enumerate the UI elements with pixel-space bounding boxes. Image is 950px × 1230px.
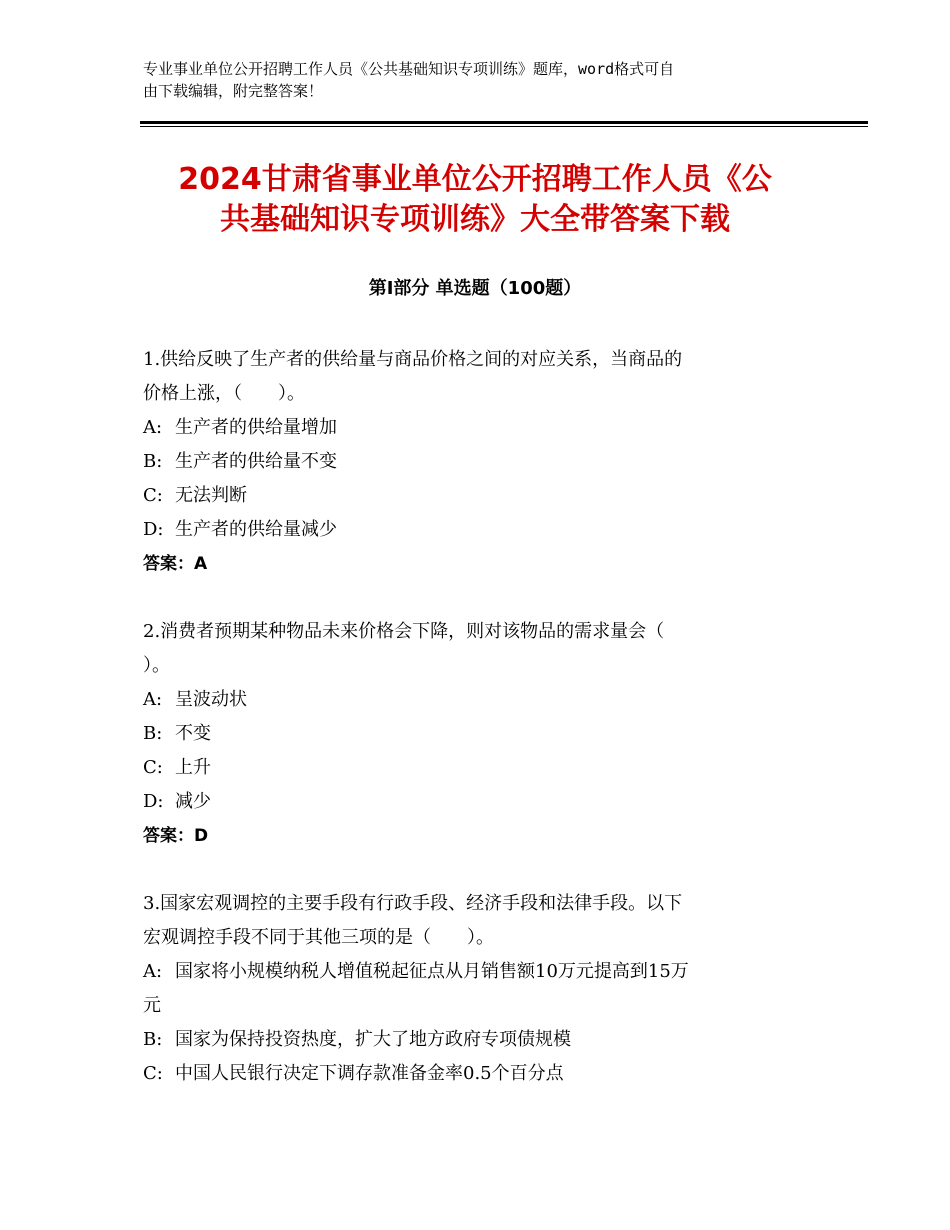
option-text: 生产者的供给量增加 bbox=[175, 417, 337, 438]
question-stem: 2.消费者预期某种物品未来价格会下降，则对该物品的需求量会（ bbox=[143, 621, 665, 642]
option-text: 生产者的供给量不变 bbox=[175, 451, 337, 472]
question-stem: 1.供给反映了生产者的供给量与商品价格之间的对应关系，当商品的 bbox=[143, 349, 683, 370]
option-label: B: bbox=[143, 1029, 163, 1050]
option-text: 国家将小规模纳税人增值税起征点从月销售额10万元提高到15万 bbox=[175, 961, 689, 982]
option-label: A: bbox=[143, 961, 163, 982]
section-heading: 第Ⅰ部分 单选题（100题） bbox=[368, 278, 582, 299]
option-a bbox=[143, 683, 803, 717]
option-d bbox=[143, 513, 803, 547]
option-b bbox=[143, 1023, 803, 1057]
option-text: 上升 bbox=[175, 757, 211, 778]
option-label: C: bbox=[143, 757, 163, 778]
header-note-line: 由下载编辑，附完整答案！ bbox=[143, 82, 324, 100]
question-stem: ）。 bbox=[143, 655, 170, 676]
option-label: B: bbox=[143, 451, 163, 472]
option-c bbox=[143, 751, 803, 785]
document-title bbox=[110, 160, 840, 240]
option-text: 中国人民银行决定下调存款准备金率0.5个百分点 bbox=[175, 1063, 564, 1084]
title-line: 共基础知识专项训练》大全带答案下载 bbox=[220, 202, 730, 237]
option-label: D: bbox=[143, 791, 164, 812]
option-c bbox=[143, 1057, 803, 1091]
question-item bbox=[143, 343, 803, 581]
option-b bbox=[143, 717, 803, 751]
option-d bbox=[143, 785, 803, 819]
option-text: 减少 bbox=[175, 791, 211, 812]
option-label: C: bbox=[143, 1063, 163, 1084]
question-item bbox=[143, 887, 803, 1091]
question-item bbox=[143, 615, 803, 853]
question-stem: 价格上涨，（ ）。 bbox=[143, 383, 305, 404]
option-text: 呈波动状 bbox=[175, 689, 247, 710]
question-list bbox=[143, 343, 803, 1125]
header-note bbox=[143, 58, 813, 102]
question-stem: 3.国家宏观调控的主要手段有行政手段、经济手段和法律手段。以下 bbox=[143, 893, 683, 914]
title-line: 2024甘肃省事业单位公开招聘工作人员《公 bbox=[178, 162, 772, 197]
option-text: 生产者的供给量减少 bbox=[175, 519, 337, 540]
option-b bbox=[143, 445, 803, 479]
option-label: A: bbox=[143, 689, 163, 710]
option-c bbox=[143, 479, 803, 513]
option-a-continuation: 元 bbox=[143, 995, 161, 1016]
answer-label: 答案：A bbox=[143, 554, 208, 574]
option-label: C: bbox=[143, 485, 163, 506]
option-text: 不变 bbox=[175, 723, 211, 744]
option-a bbox=[143, 955, 803, 989]
option-label: A: bbox=[143, 417, 163, 438]
header-rule-thick bbox=[140, 121, 868, 124]
option-label: D: bbox=[143, 519, 164, 540]
header-note-line: 专业事业单位公开招聘工作人员《公共基础知识专项训练》题库，word格式可自 bbox=[143, 60, 675, 78]
option-text: 无法判断 bbox=[175, 485, 247, 506]
answer-label: 答案：D bbox=[143, 826, 209, 846]
option-a bbox=[143, 411, 803, 445]
option-label: B: bbox=[143, 723, 163, 744]
question-stem: 宏观调控手段不同于其他三项的是（ ）。 bbox=[143, 927, 494, 948]
option-text: 国家为保持投资热度，扩大了地方政府专项债规模 bbox=[175, 1029, 571, 1050]
header-rule-thin bbox=[140, 126, 868, 127]
